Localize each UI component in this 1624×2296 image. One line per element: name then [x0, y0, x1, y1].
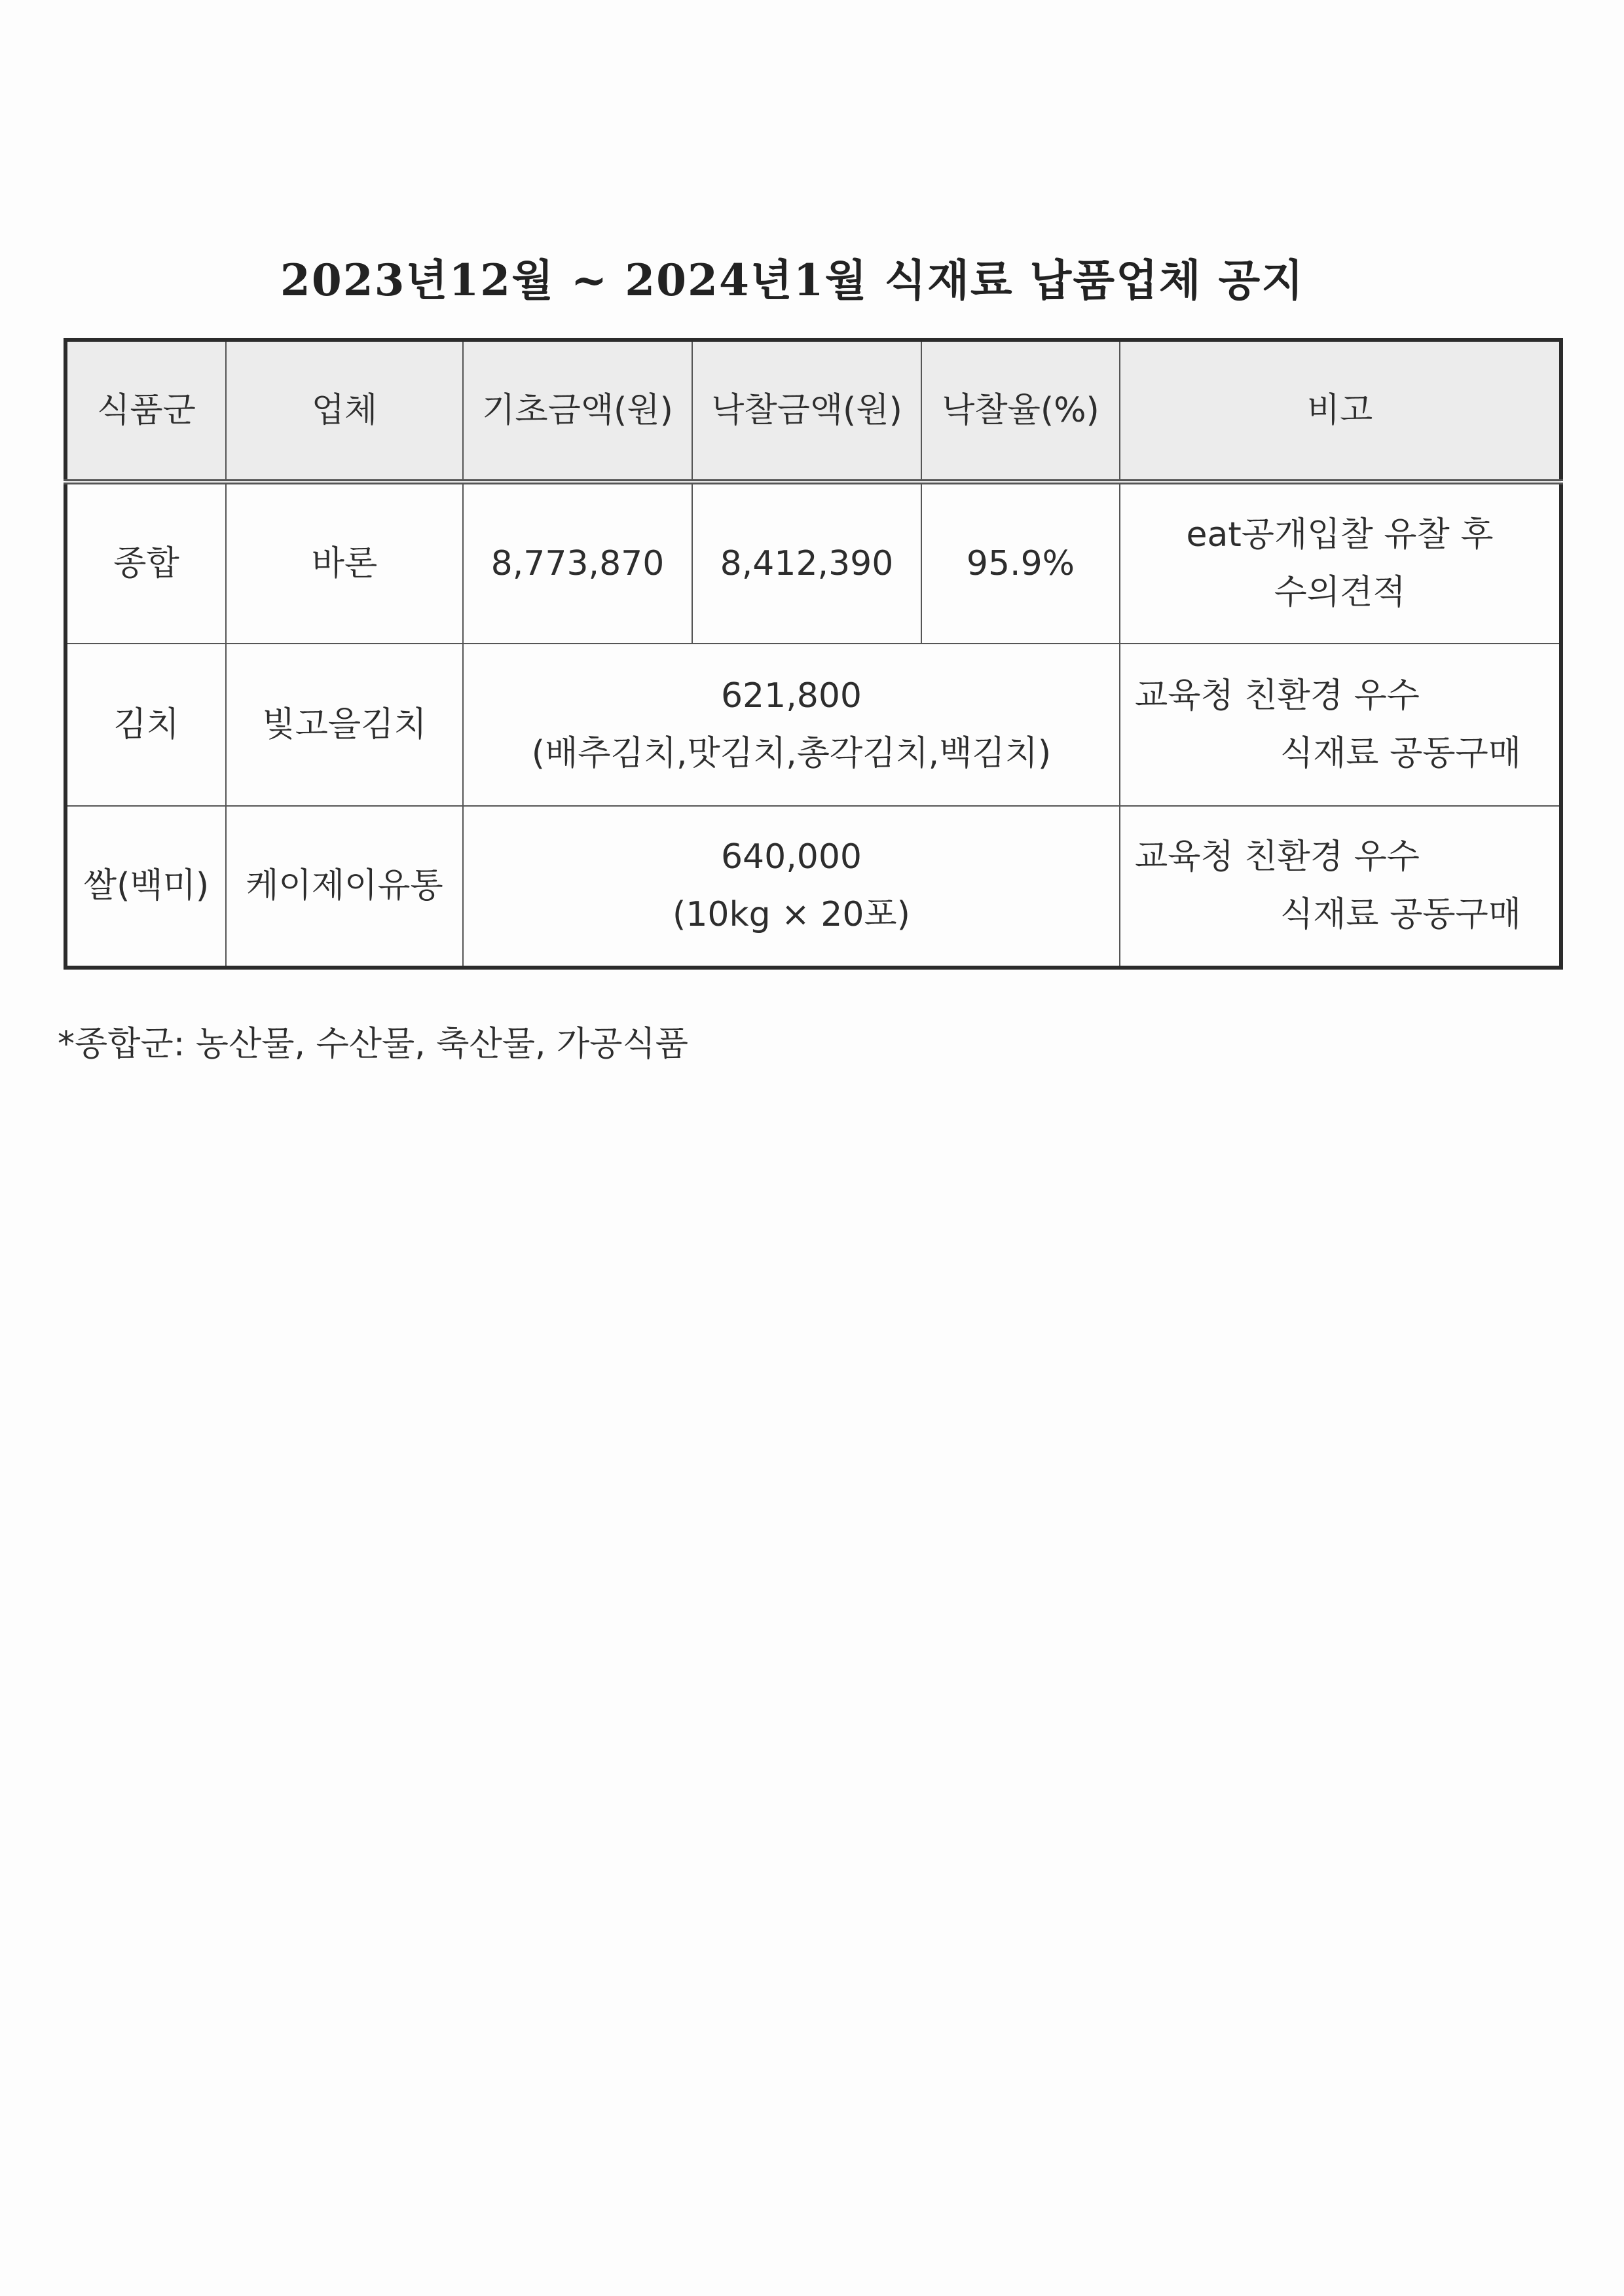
- cell-amount-merged: [463, 806, 1120, 968]
- header-bid-rate: 낙찰율(%): [921, 340, 1120, 482]
- header-food-group: 식품군: [65, 340, 226, 482]
- remark-line-2: 식재료 공동구매: [1280, 895, 1521, 935]
- remark-line-2: 수의견적: [1274, 573, 1406, 613]
- cell-bid-rate: 95.9%: [921, 482, 1120, 644]
- table-row: [65, 482, 1561, 644]
- remark-line-1: 교육청 친환경 우수: [1135, 676, 1420, 716]
- header-base-amount: 기초금액(원): [463, 340, 692, 482]
- table-row: [65, 806, 1561, 968]
- header-remarks: 비고: [1120, 340, 1561, 482]
- cell-vendor: 케이제이유통: [226, 806, 463, 968]
- amount-value: 621,800: [720, 676, 862, 716]
- cell-remarks: [1120, 482, 1561, 644]
- table-row: [65, 644, 1561, 805]
- cell-food-group: 김치: [65, 644, 226, 805]
- cell-food-group: 쌀(백미): [65, 806, 226, 968]
- supplier-table: [64, 338, 1563, 970]
- cell-amount-merged: [463, 644, 1120, 805]
- amount-value: 640,000: [720, 837, 862, 877]
- cell-base-amount: 8,773,870: [463, 482, 692, 644]
- footnote: *종합군: 농산물, 수산물, 축산물, 가공식품: [58, 1025, 688, 1064]
- remark-line-1: 교육청 친환경 우수: [1135, 837, 1420, 877]
- cell-food-group: 종합: [65, 482, 226, 644]
- remark-line-2: 식재료 공동구매: [1280, 733, 1521, 773]
- cell-remarks: [1120, 644, 1561, 805]
- cell-vendor: 빛고을김치: [226, 644, 463, 805]
- amount-note: (배추김치,맛김치,총각김치,백김치): [531, 733, 1052, 773]
- remark-line-1: eat공개입찰 유찰 후: [1186, 515, 1494, 555]
- header-bid-amount: 낙찰금액(원): [692, 340, 921, 482]
- page-title: 2023년12월 ~ 2024년1월 식재료 납품업체 공지: [280, 255, 1305, 306]
- amount-note: (10kg × 20포): [673, 895, 910, 935]
- cell-vendor: 바론: [226, 482, 463, 644]
- cell-remarks: [1120, 806, 1561, 968]
- header-vendor: 업체: [226, 340, 463, 482]
- table-header-row: [65, 340, 1561, 482]
- cell-bid-amount: 8,412,390: [692, 482, 921, 644]
